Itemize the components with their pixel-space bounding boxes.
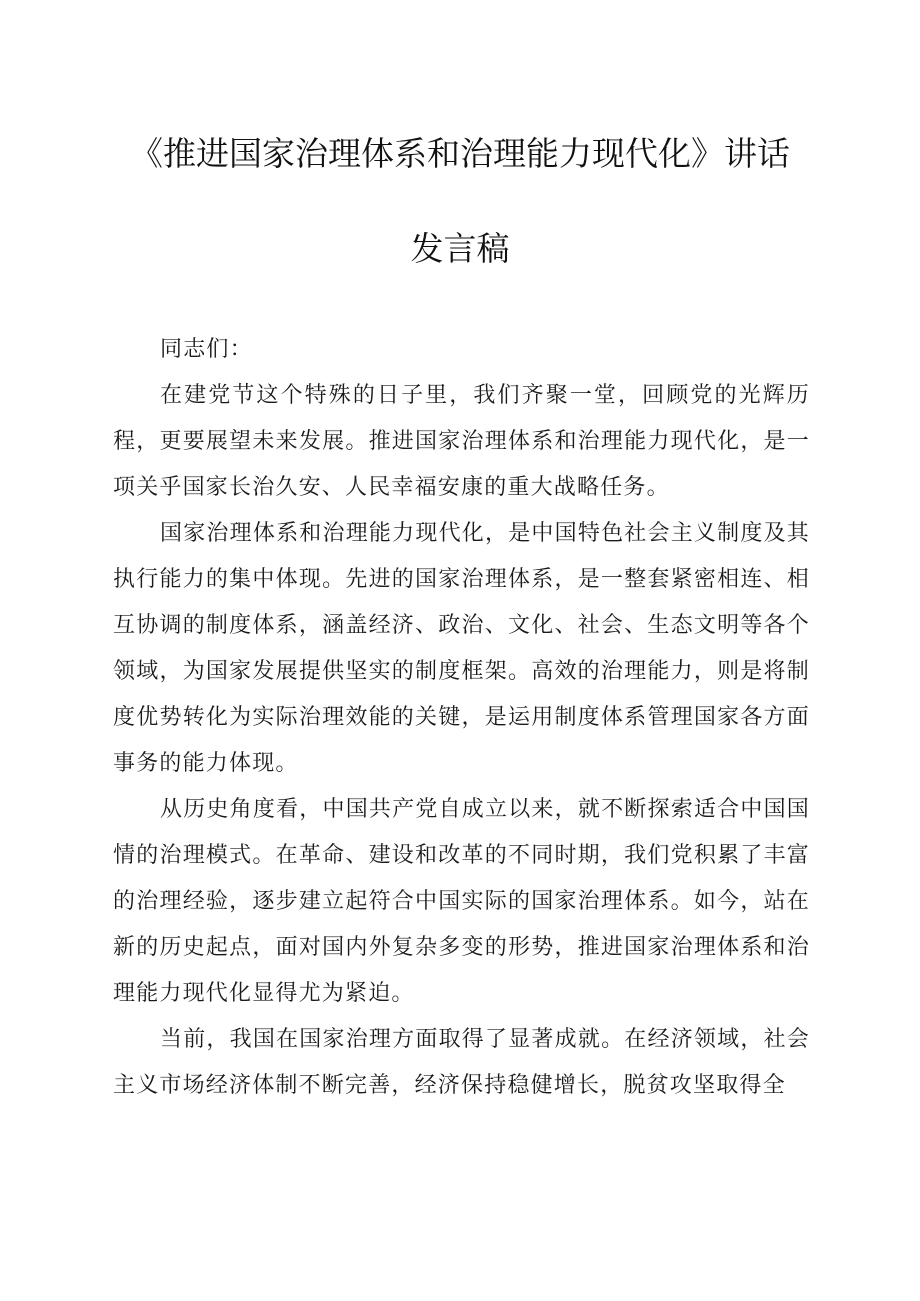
document-title-line-2: 发言稿: [410, 229, 510, 268]
greeting: 同志们：: [160, 337, 253, 362]
document-body: [113, 327, 810, 1109]
paragraph-1: 在建党节这个特殊的日子里，我们齐聚一堂，回顾党的光辉历程，更要展望未来发展。推进国家治理体系和治理能力现代化，是一项关乎国家长治久安、人民幸福安康的重大战略任务。: [113, 383, 810, 500]
paragraph-4: 当前，我国在国家治理方面取得了显著成就。在经济领域，社会主义市场经济体制不断完善，经济保持稳健增长，脱贫攻坚取得全: [113, 1027, 810, 1098]
paragraph-3: 从历史角度看，中国共产党自成立以来，就不断探索适合中国国情的治理模式。在革命、建设和改革的不同时期，我们党积累了丰富的治理经验，逐步建立起符合中国实际的国家治理体系。如今，站在新的历史起点，面对国内外复杂多变的形势，推进国家治理体系和治理能力现代化显得尤为紧迫。: [113, 797, 810, 1006]
paragraph-2: 国家治理体系和治理能力现代化，是中国特色社会主义制度及其执行能力的集中体现。先进的国家治理体系，是一整套紧密相连、相互协调的制度体系，涵盖经济、政治、文化、社会、生态文明等各个领域，为国家发展提供坚实的制度框架。高效的治理能力，则是将制度优势转化为实际治理效能的关键，是运用制度体系管理国家各方面事务的能力体现。: [113, 521, 810, 776]
document-title-line-1: 《推进国家治理体系和治理能力现代化》讲话: [130, 134, 790, 173]
